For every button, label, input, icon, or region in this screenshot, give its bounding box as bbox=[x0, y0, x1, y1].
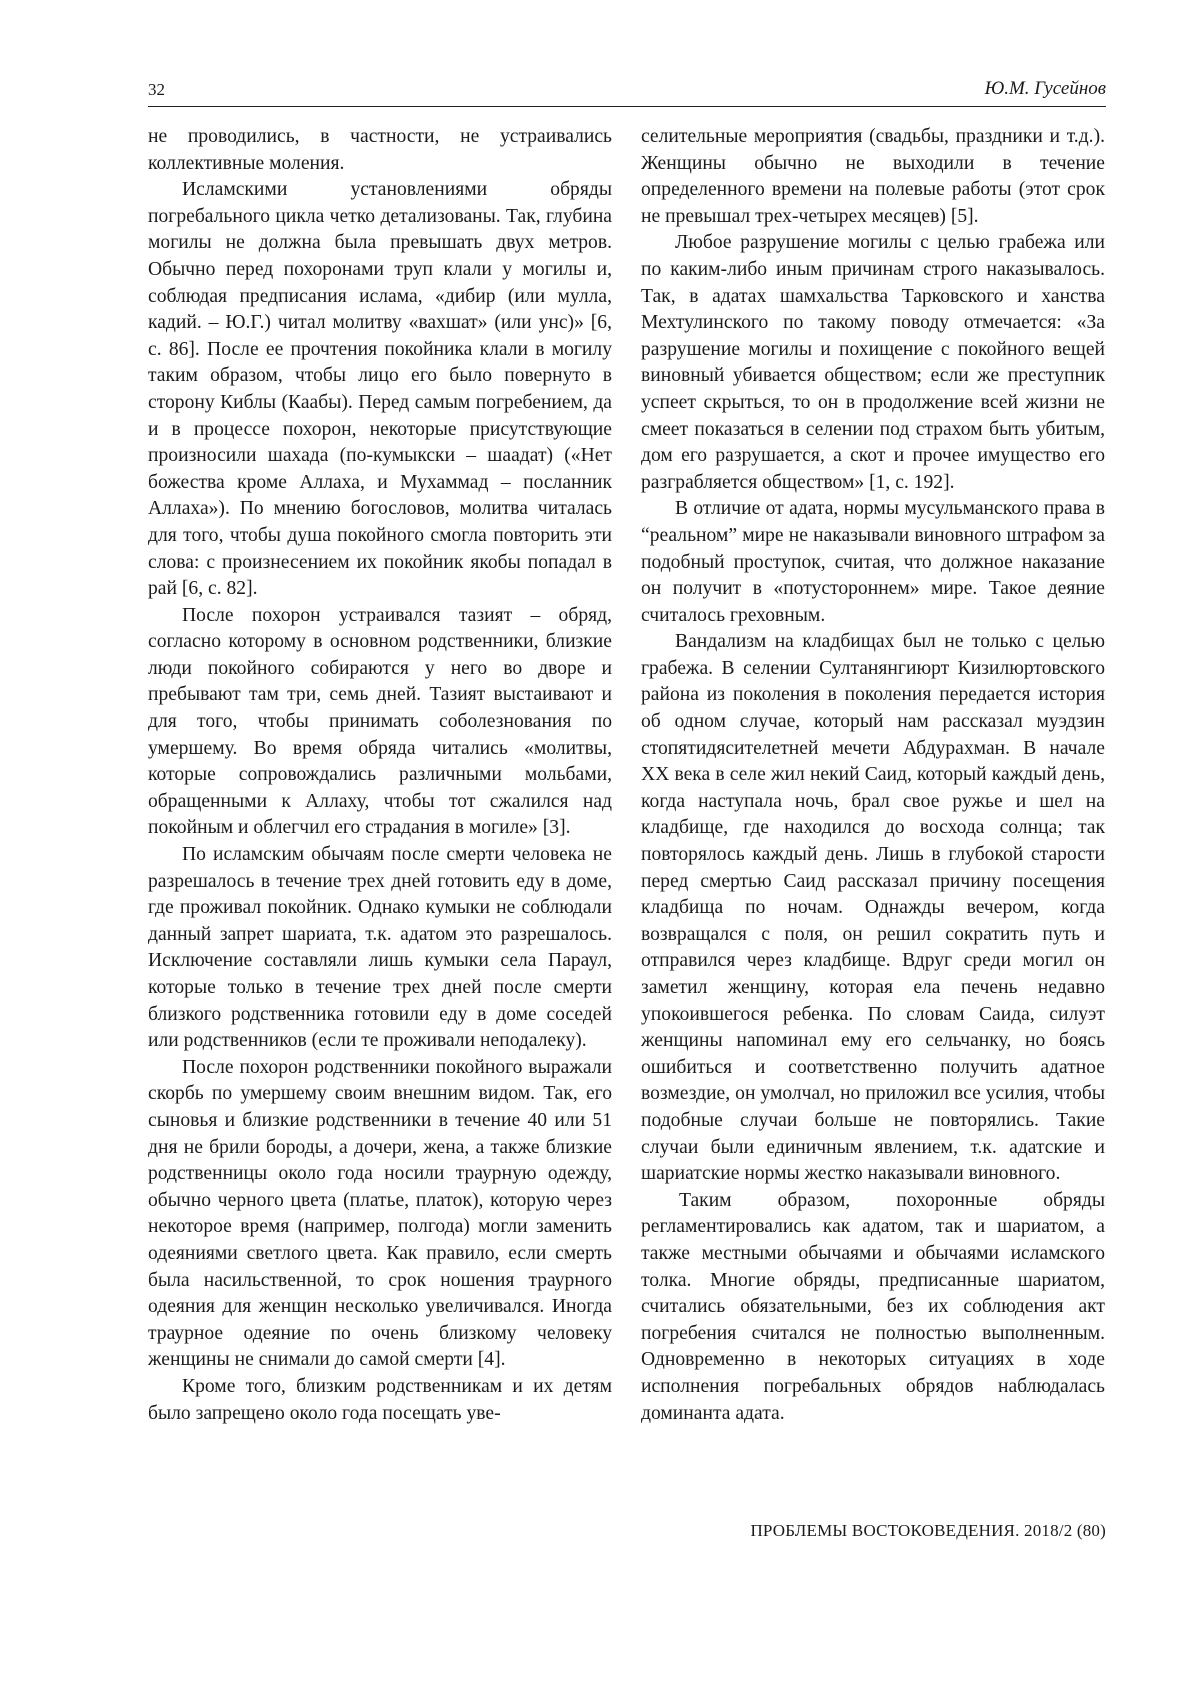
page-number: 32 bbox=[148, 80, 165, 99]
right-column bbox=[641, 124, 1105, 1427]
paragraph: Таким образом, похоронные обряды регламентировались как адатом, так и шариатом, а также местными обычаями и обычаями исламского толка. Многие обряды, предписанные шариатом, считались обязательными, без их соблюдения акт погребения считался не полностью выполненным. Одновременно в некоторых ситуациях в ходе исполнения погребальных обрядов наблюдалась доминанта адата. bbox=[641, 1189, 1105, 1424]
paragraph: не проводились, в частности, не устраивались коллективные моления. bbox=[148, 126, 612, 174]
paragraph: Любое разрушение могилы с целью грабежа или по каким-либо иным причинам строго наказывалось. Так, в адатах шамхальства Тарковского и ханства Мехтулинского по такому поводу отмечается: «За разрушение могилы и похищение с покойного вещей виновный убивается обществом; если же преступник успеет скрыться, то он в продолжение всей жизни не смеет показаться в селении под страхом быть убитым, дом его разрушается, а скот и прочее имущество его разграбляется обществом» [1, с. 192]. bbox=[641, 232, 1105, 493]
paragraph: После похорон родственники покойного выражали скорбь по умершему своим внешним видом. Так, его сыновья и близкие родственники в течение 40 или 51 дня не брили бороды, а дочери, жена, а также близкие родственницы около года носили траурную одежду, обычно черного цвета (платье, платок), которую через некоторое время (например, полгода) могли заменить одеяниями светлого цвета. Как правило, если смерть была насильственной, то срок ношения траурного одеяния для женщин несколько увеличивался. Иногда траурное одеяние по очень близкому человеку женщины не снимали до самой смерти [4]. bbox=[148, 1056, 612, 1371]
paragraph: Исламскими установлениями обряды погребального цикла четко детализованы. Так, глубина могилы не должна была превышать двух метров. Обычно перед похоронами труп клали у могилы и, соблюдая предписания ислама, «дибир (или мулла, кадий. – Ю.Г.) читал молитву «вахшат» (или унс)» [6, с. 86]. После ее прочтения покойника клали в могилу таким образом, чтобы лицо его было повернуто в сторону Киблы (Каабы). Перед самым погребением, да и в процессе похорон, некоторые присутствующие произносили шахада (по-кумыкски – шаадат) («Нет божества кроме Аллаха, и Мухаммад – посланник Аллаха»). По мнению богословов, молитва читалась для того, чтобы душа покойного смогла повторить эти слова: с произнесением их покойник якобы попадал в рай [6, с. 82]. bbox=[148, 179, 612, 600]
paragraph: Кроме того, близким родственникам и их детям было запрещено около года посещать уве- bbox=[148, 1375, 612, 1424]
running-author: Ю.М. Гусейнов bbox=[984, 78, 1106, 99]
paragraph: По исламским обычаям после смерти человека не разрешалось в течение трех дней готовить еду в доме, где проживал покойник. Однако кумыки не соблюдали данный запрет шариата, т.к. адатом это разрешалось. Исключение составляли лишь кумыки села Параул, которые только в течение трех дней после смерти близкого родственника готовили еду в доме соседей или родственников (если те проживали неподалеку). bbox=[148, 844, 612, 1052]
paragraph: селительные мероприятия (свадьбы, праздники и т.д.). Женщины обычно не выходили в течение определенного времени на полевые работы (этот срок не превышал трех-четырех месяцев) [5]. bbox=[641, 126, 1105, 227]
paragraph: После похорон устраивался тазият – обряд, согласно которому в основном родственники, близкие люди покойного собираются у него во дворе и пребывают там три, семь дней. Тазият выстаивают и для того, чтобы принимать соболезнования по умершему. Во время обряда читались «молитвы, которые сопровождались различными мольбами, обращенными к Аллаху, чтобы тот сжалился над покойным и облегчил его страдания в могиле» [3]. bbox=[148, 604, 612, 839]
paragraph: Вандализм на кладбищах был не только с целью грабежа. В селении Султанянгиюрт Кизилюртовского района из поколения в поколения передается история об одном случае, который нам рассказал муэдзин стопятидясителетней мечети Абдурахман. В начале XX века в селе жил некий Саид, который каждый день, когда наступала ночь, брал свое ружье и шел на кладбище, где находился до восхода солнца; так повторялось каждый день. Лишь в глубокой старости перед смертью Саид рассказал причину посещения кладбища по ночам. Однажды вечером, когда возвращался с поля, он решил сократить путь и отправился через кладбище. Вдруг среди могил он заметил женщину, которая ела печень недавно упокоившегося ребенка. По словам Саида, силуэт женщины напоминал ему его сельчанку, но боясь ошибиться и соответственно получить адатное возмездие, он умолчал, но приложил все усилия, чтобы подобные случаи больше не повторялись. Такие случаи были единичным явлением, т.к. адатские и шариатские нормы жестко наказывали виновного. bbox=[641, 631, 1105, 1185]
left-column bbox=[148, 124, 612, 1427]
running-header bbox=[148, 78, 1106, 107]
paragraph: В отличие от адата, нормы мусульманского права в “реальном” мире не наказывали виновного штрафом за подобный проступок, считая, что должное наказание он получит в «потустороннем» мире. Такое деяние считалось греховным. bbox=[641, 498, 1105, 626]
journal-footer: ПРОБЛЕМЫ ВОСТОКОВЕДЕНИЯ. 2018/2 (80) bbox=[750, 1521, 1106, 1540]
